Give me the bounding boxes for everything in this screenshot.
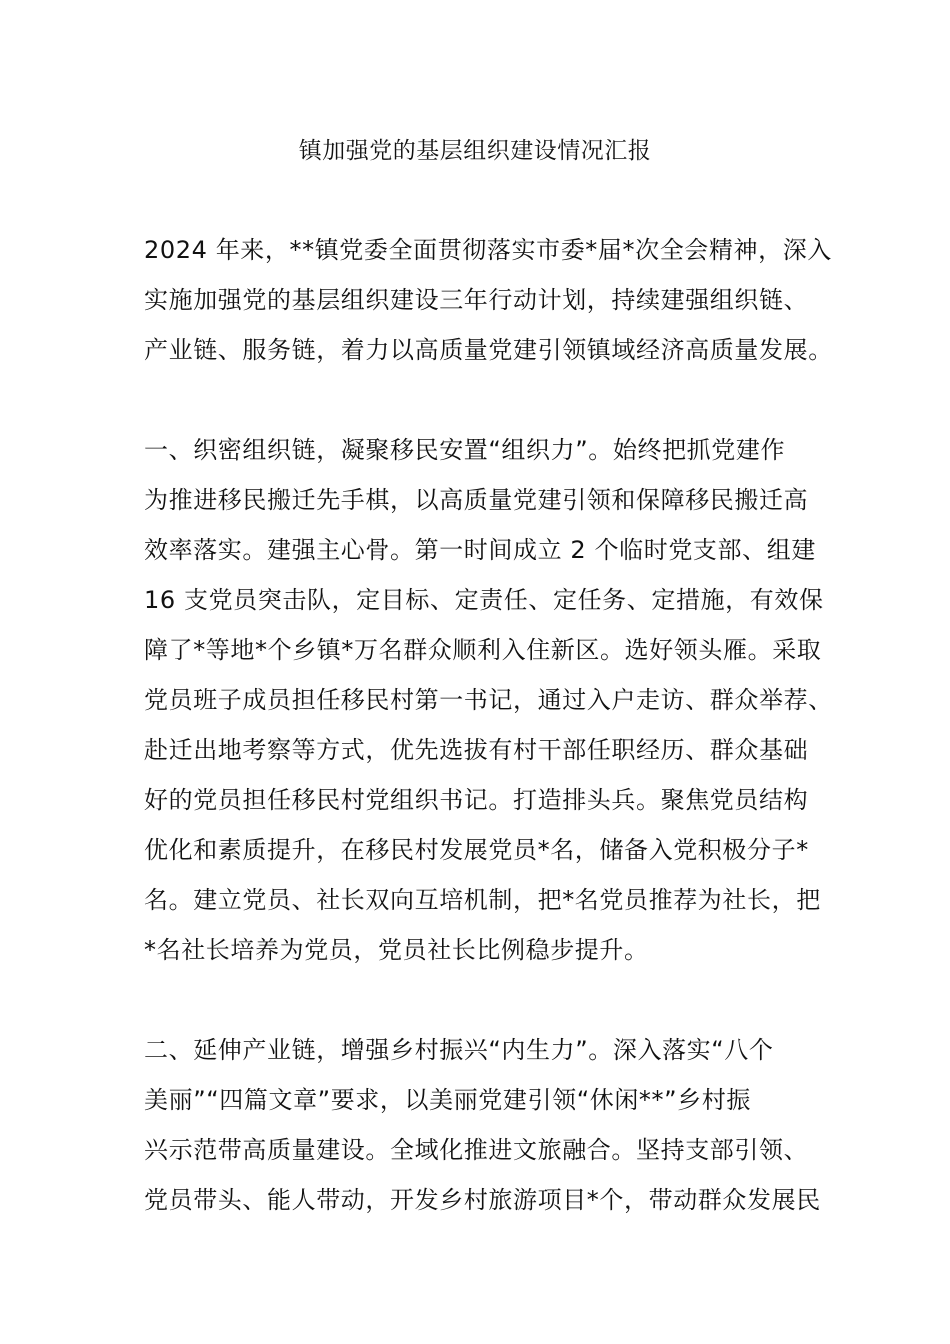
- text-line: 产业链、服务链，着力以高质量党建引领镇域经济高质量发展。: [144, 336, 833, 364]
- text-line: 实施加强党的基层组织建设三年行动计划，持续建强组织链、: [144, 286, 809, 314]
- text-line: 赴迁出地考察等方式，优先选拔有村干部任职经历、群众基础: [144, 736, 809, 764]
- text-line: *名社长培养为党员，党员社长比例稳步提升。: [144, 936, 649, 964]
- text-line: 党员带头、能人带动，开发乡村旅游项目*个，带动群众发展民: [144, 1186, 821, 1214]
- text-line: 党员班子成员担任移民村第一书记，通过入户走访、群众举荐、: [144, 686, 833, 714]
- text-line: 兴示范带高质量建设。全域化推进文旅融合。坚持支部引领、: [144, 1136, 809, 1164]
- text-line: 2024 年来，**镇党委全面贯彻落实市委*届*次全会精神，深入: [144, 236, 832, 264]
- text-line: 名。建立党员、社长双向互培机制，把*名党员推荐为社长，把: [144, 886, 821, 914]
- text-line: 为推进移民搬迁先手棋，以高质量党建引领和保障移民搬迁高: [144, 486, 809, 514]
- text-line: 16 支党员突击队，定目标、定责任、定任务、定措施，有效保: [144, 586, 824, 614]
- text-line: 障了*等地*个乡镇*万名群众顺利入住新区。选好领头雁。采取: [144, 636, 822, 664]
- document-title: 镇加强党的基层组织建设情况汇报: [298, 138, 652, 164]
- text-line: 一、织密组织链，凝聚移民安置“组织力”。始终把抓党建作: [144, 436, 786, 464]
- text-line: 好的党员担任移民村党组织书记。打造排头兵。聚焦党员结构: [144, 786, 809, 814]
- text-line: 二、延伸产业链，增强乡村振兴“内生力”。深入落实“八个: [144, 1036, 774, 1064]
- text-line: 优化和素质提升，在移民村发展党员*名，储备入党积极分子*: [144, 836, 809, 864]
- text-line: 效率落实。建强主心骨。第一时间成立 2 个临时党支部、组建: [144, 536, 816, 564]
- text-line: 美丽”“四篇文章”要求，以美丽党建引领“休闲**”乡村振: [144, 1086, 751, 1114]
